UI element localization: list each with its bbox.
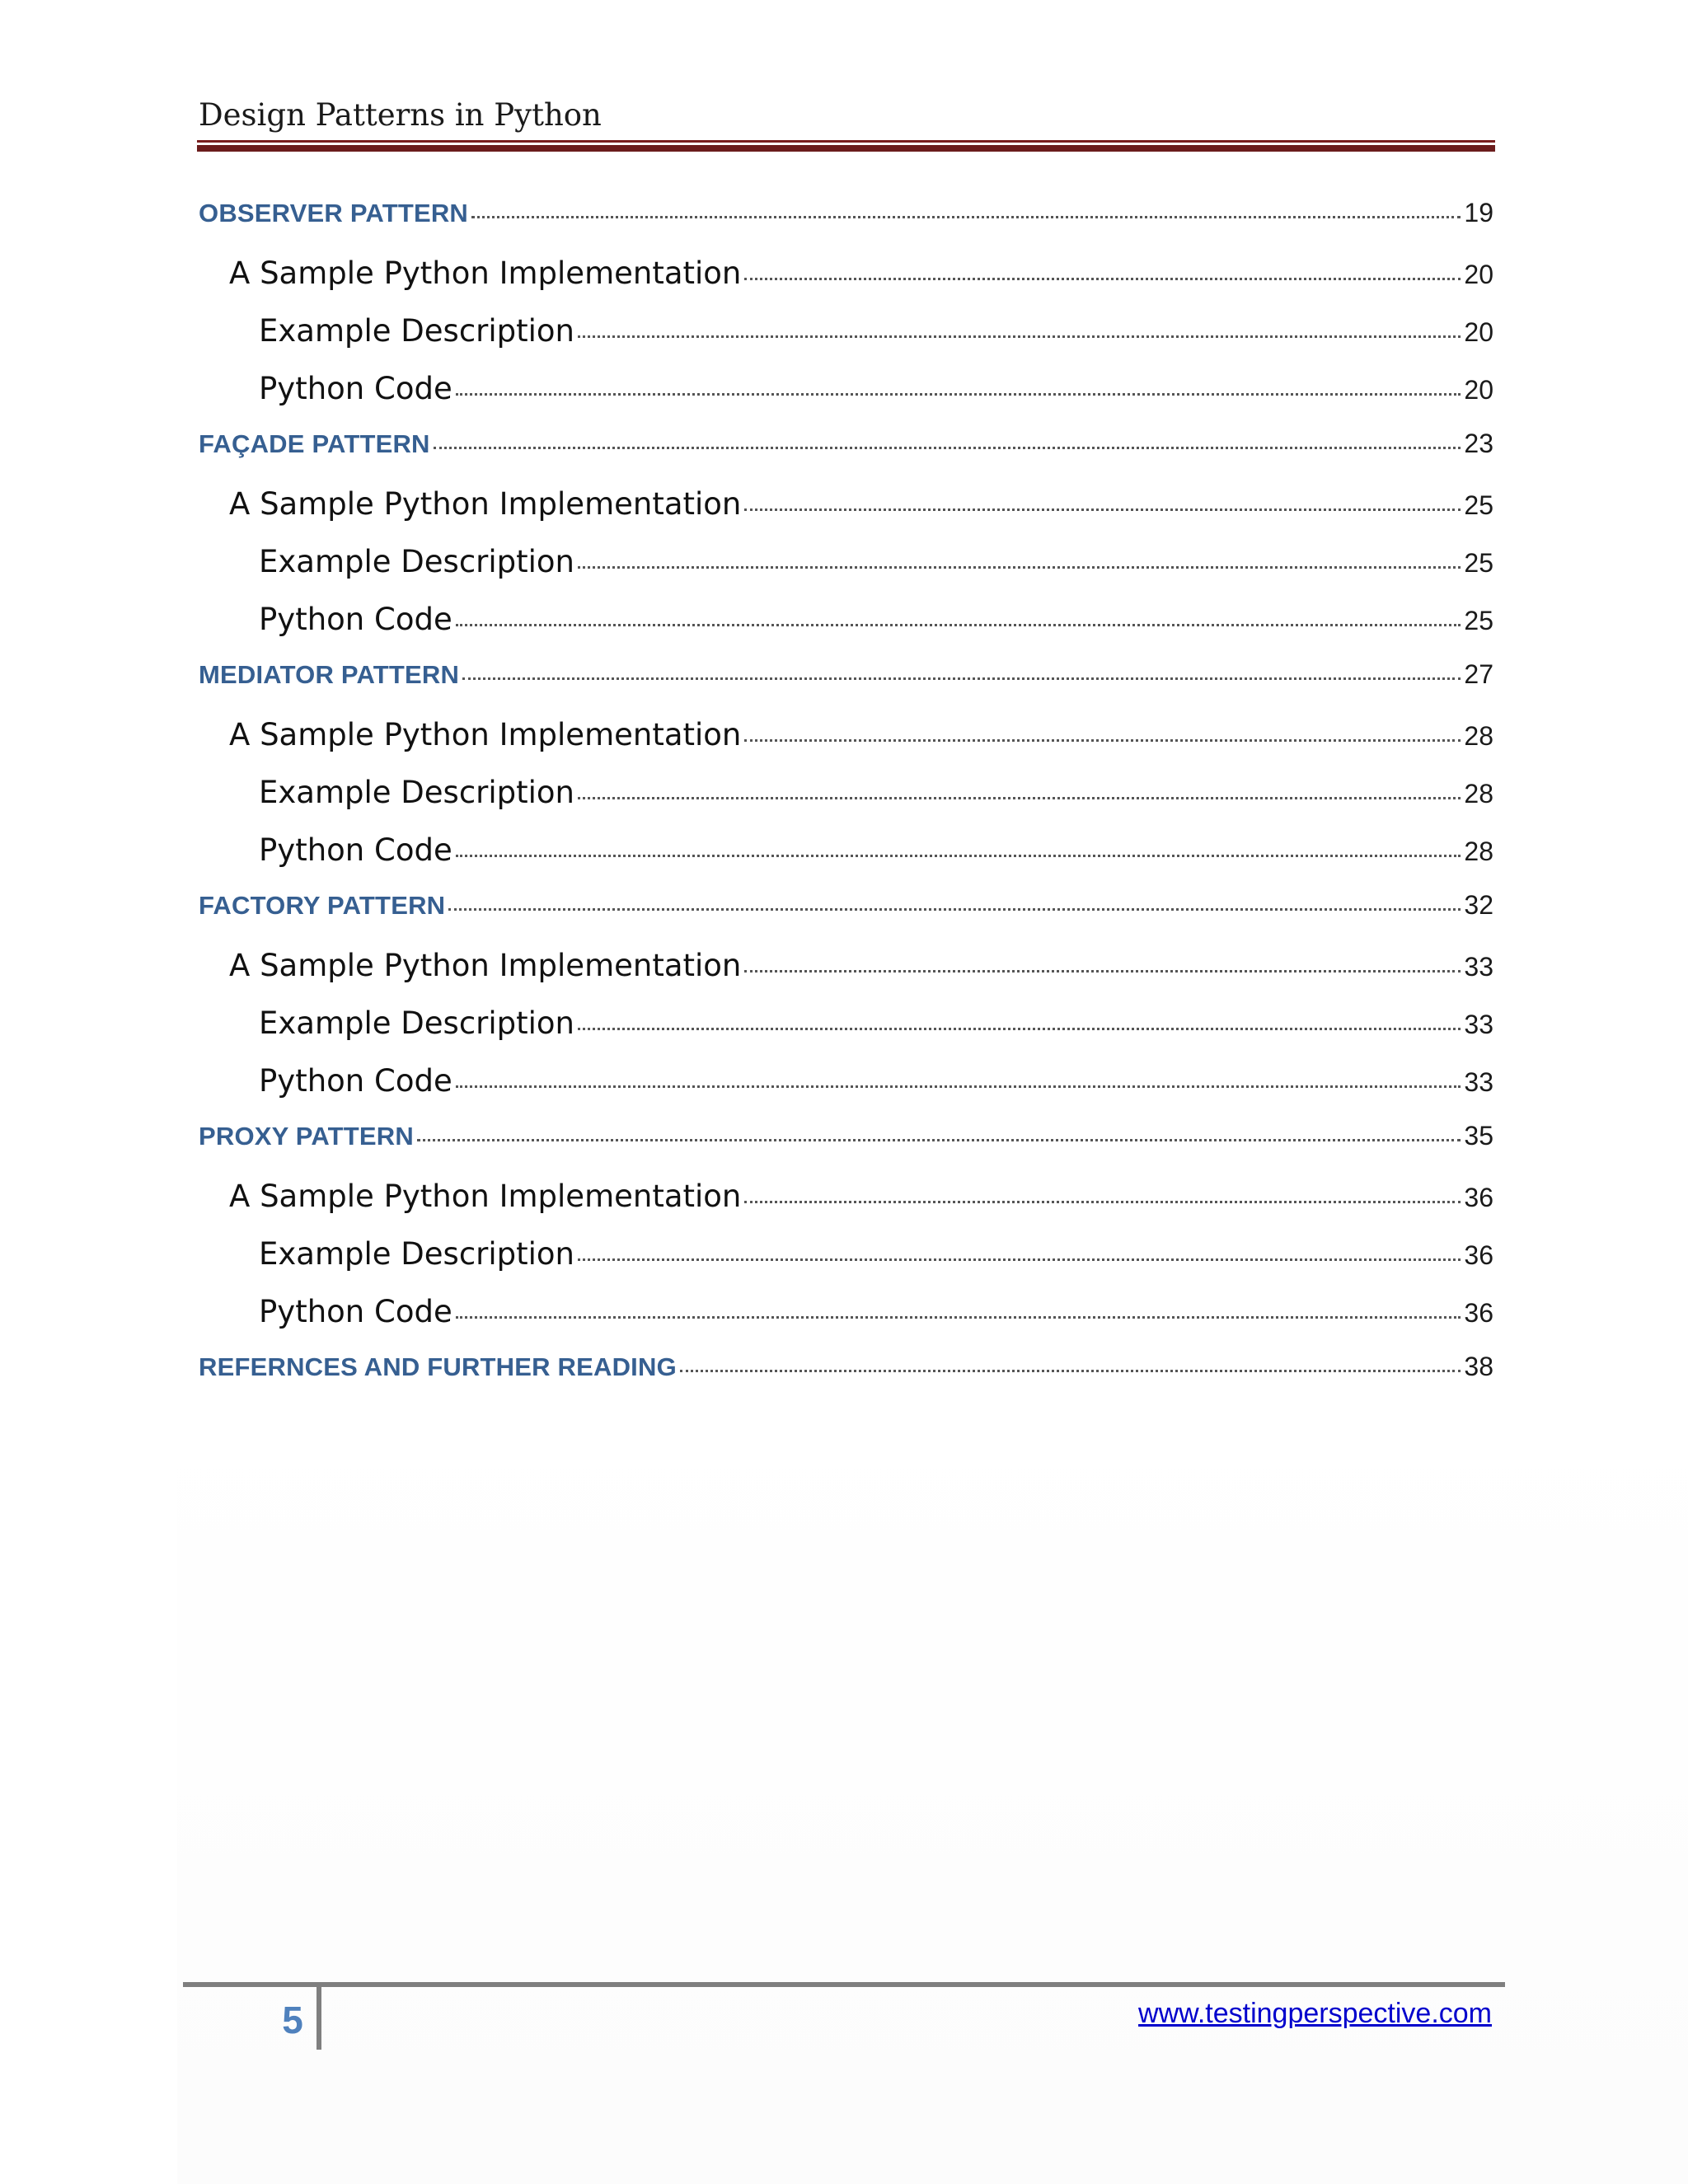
toc-entry-title: FACTORY PATTERN (199, 891, 446, 920)
toc-dot-leader (744, 1200, 1461, 1203)
toc-entry[interactable] (199, 948, 1493, 1005)
toc-entry-title: A Sample Python Implementation (229, 255, 742, 291)
toc-entry-page-number: 19 (1464, 198, 1493, 227)
toc-entry-title: Example Description (259, 544, 575, 579)
toc-entry-title: Python Code (259, 1294, 452, 1329)
toc-entry-title: Python Code (259, 1063, 452, 1099)
toc-entry[interactable] (199, 255, 1493, 313)
toc-entry-page-number: 20 (1464, 317, 1493, 347)
page-number: 5 (282, 1999, 303, 2041)
toc-entry-title: OBSERVER PATTERN (199, 199, 469, 227)
toc-entry-page-number: 38 (1464, 1352, 1493, 1381)
toc-entry[interactable] (199, 198, 1493, 255)
toc-entry-page-number: 28 (1464, 779, 1493, 808)
toc-entry[interactable] (199, 832, 1493, 890)
toc-entry[interactable] (199, 1294, 1493, 1352)
toc-dot-leader (462, 677, 1461, 680)
toc-entry-title: A Sample Python Implementation (229, 948, 742, 983)
toc-entry[interactable] (199, 1121, 1493, 1179)
toc-dot-leader (471, 215, 1461, 218)
toc-dot-leader (456, 392, 1461, 396)
toc-entry[interactable] (199, 717, 1493, 775)
toc-entry-page-number: 32 (1464, 890, 1493, 920)
toc-entry-page-number: 36 (1464, 1183, 1493, 1212)
toc-entry[interactable] (199, 1352, 1493, 1409)
toc-entry-page-number: 36 (1464, 1298, 1493, 1328)
toc-entry-title: MEDIATOR PATTERN (199, 660, 460, 689)
footer-vertical-bar (316, 1987, 321, 2050)
toc-entry[interactable] (199, 890, 1493, 948)
toc-entry[interactable] (199, 602, 1493, 659)
toc-entry-title: PROXY PATTERN (199, 1122, 414, 1151)
toc-entry-title: A Sample Python Implementation (229, 486, 742, 522)
toc-dot-leader (744, 508, 1461, 511)
toc-dot-leader (578, 1258, 1461, 1261)
toc-entry-page-number: 36 (1464, 1240, 1493, 1270)
toc-entry[interactable] (199, 1179, 1493, 1236)
toc-dot-leader (434, 446, 1461, 449)
toc-entry[interactable] (199, 544, 1493, 602)
toc-dot-leader (456, 1315, 1461, 1319)
toc-dot-leader (417, 1138, 1461, 1141)
toc-entry[interactable] (199, 486, 1493, 544)
toc-entry-title: Python Code (259, 602, 452, 637)
toc-entry[interactable] (199, 775, 1493, 832)
toc-entry[interactable] (199, 659, 1493, 717)
toc-entry-page-number: 33 (1464, 1067, 1493, 1097)
toc-entry-page-number: 20 (1464, 375, 1493, 405)
toc-dot-leader (680, 1369, 1461, 1372)
running-header-title: Design Patterns in Python (199, 97, 602, 133)
toc-dot-leader (744, 969, 1461, 972)
header-rule-thick (197, 145, 1495, 152)
toc-dot-leader (744, 277, 1461, 280)
toc-entry-page-number: 33 (1464, 1010, 1493, 1039)
toc-dot-leader (744, 738, 1461, 742)
toc-entry-page-number: 23 (1464, 429, 1493, 458)
toc-dot-leader (578, 796, 1461, 799)
toc-entry-title: Example Description (259, 775, 575, 810)
toc-dot-leader (448, 907, 1461, 911)
toc-entry[interactable] (199, 1005, 1493, 1063)
toc-entry-title: A Sample Python Implementation (229, 1179, 742, 1214)
toc-entry[interactable] (199, 1063, 1493, 1121)
website-link[interactable]: www.testingperspective.com (1138, 1998, 1492, 2029)
toc-dot-leader (456, 1085, 1461, 1088)
toc-entry-page-number: 25 (1464, 490, 1493, 520)
toc-entry[interactable] (199, 429, 1493, 486)
toc-entry-title: A Sample Python Implementation (229, 717, 742, 752)
header-rule-thin (197, 140, 1495, 143)
toc-entry-page-number: 20 (1464, 260, 1493, 289)
toc-entry-page-number: 33 (1464, 952, 1493, 982)
toc-dot-leader (456, 623, 1461, 626)
toc-entry-title: Example Description (259, 313, 575, 349)
footer-rule (183, 1982, 1505, 1987)
toc-entry-title: Python Code (259, 371, 452, 406)
toc-entry-page-number: 28 (1464, 837, 1493, 866)
toc-entry-page-number: 28 (1464, 721, 1493, 751)
toc-dot-leader (578, 335, 1461, 338)
page-shade (177, 1401, 1688, 2184)
toc-dot-leader (456, 854, 1461, 857)
toc-entry-title: Python Code (259, 832, 452, 868)
toc-entry-page-number: 27 (1464, 659, 1493, 689)
toc-entry-title: FAÇADE PATTERN (199, 429, 430, 458)
toc-dot-leader (578, 565, 1461, 569)
toc-entry[interactable] (199, 371, 1493, 429)
toc-dot-leader (578, 1027, 1461, 1030)
toc-entry-title: Example Description (259, 1005, 575, 1041)
toc-entry[interactable] (199, 313, 1493, 371)
toc-entry-title: REFERNCES AND FURTHER READING (199, 1352, 677, 1381)
toc-entry-page-number: 25 (1464, 548, 1493, 578)
table-of-contents (199, 198, 1493, 1409)
toc-entry[interactable] (199, 1236, 1493, 1294)
toc-entry-page-number: 35 (1464, 1121, 1493, 1151)
toc-entry-page-number: 25 (1464, 606, 1493, 635)
toc-entry-title: Example Description (259, 1236, 575, 1272)
